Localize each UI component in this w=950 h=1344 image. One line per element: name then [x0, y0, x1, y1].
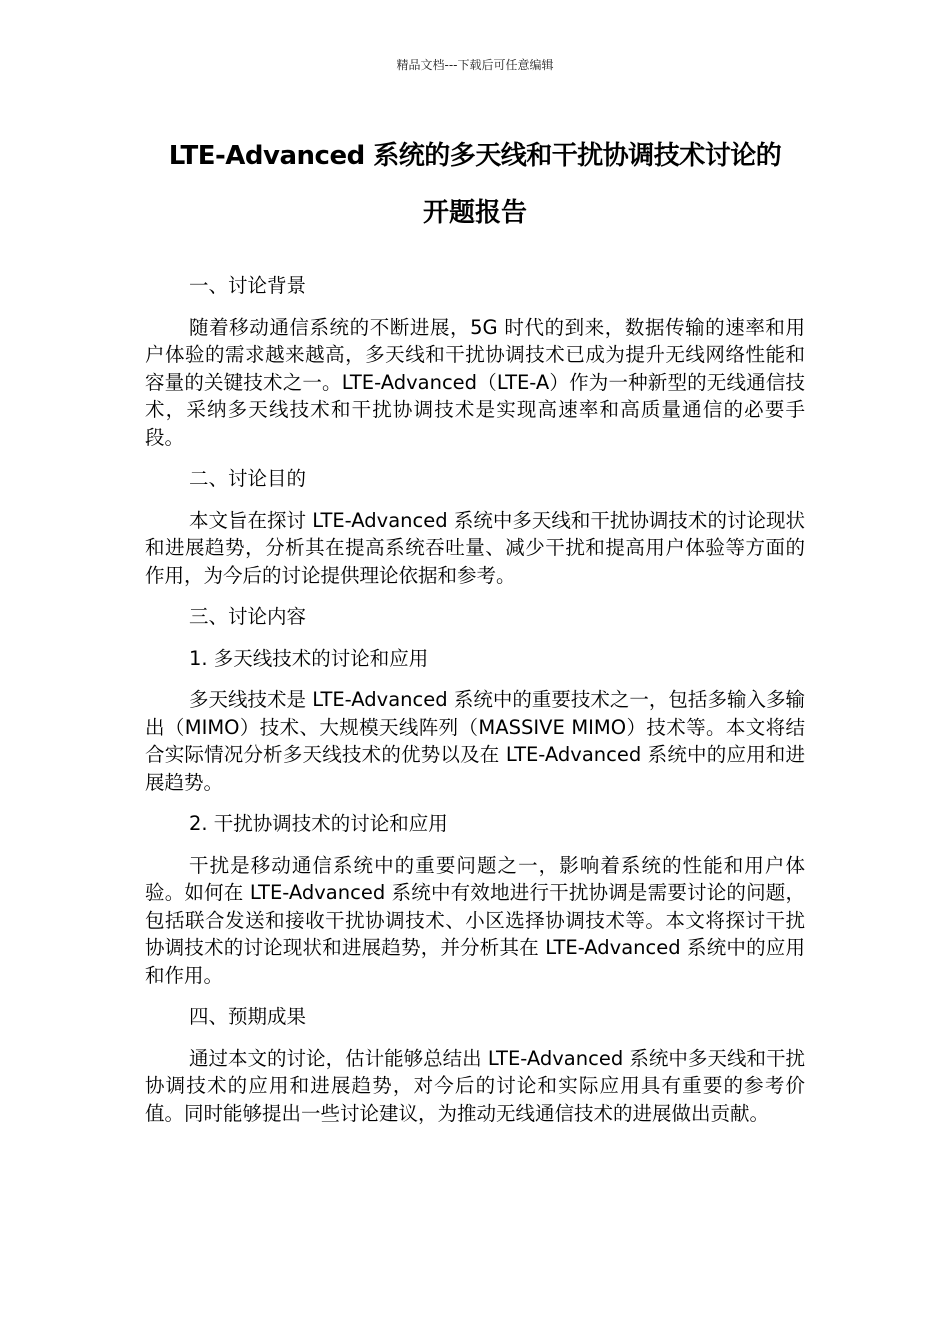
- section-heading-purpose: 二、讨论目的: [189, 467, 307, 490]
- paragraph-background: 随着移动通信系统的不断进展，5G 时代的到来，数据传输的速率和用户体验的需求越来越高，多天线和干扰协调技术已成为提升无线网络性能和容量的关键技术之一。LTE-Advanced（LTE-A）作为一种新型的无线通信技术，采纳多天线技术和干扰协调技术是实现高速率和高质量通信的必要手段。: [145, 315, 805, 449]
- paragraph-multi-antenna: 多天线技术是 LTE-Advanced 系统中的重要技术之一，包括多输入多输出（MIMO）技术、大规模天线阵列（MASSIVE MIMO）技术等。本文将结合实际情况分析多天线技术的优势以及在 LTE-Advanced 系统中的应用和进展趋势。: [145, 688, 805, 794]
- document-body: [145, 272, 805, 1141]
- document-title-line-1: LTE-Advanced 系统的多天线和干扰协调技术讨论的: [168, 141, 782, 171]
- paragraph-interference: 干扰是移动通信系统中的重要问题之一，影响着系统的性能和用户体验。如何在 LTE-Advanced 系统中有效地进行干扰协调是需要讨论的问题，包括联合发送和接收干扰协调技术、小区选择协调技术等。本文将探讨干扰协调技术的讨论现状和进展趋势，并分析其在 LTE-Advanced 系统中的应用和作用。: [145, 853, 805, 987]
- section-heading-background: 一、讨论背景: [189, 274, 307, 297]
- document-title-line-2: 开题报告: [422, 198, 527, 228]
- section-heading-content: 三、讨论内容: [189, 605, 307, 628]
- page-header: 精品文档---下载后可任意编辑: [396, 58, 554, 72]
- subsection-heading-multi-antenna: 1. 多天线技术的讨论和应用: [189, 646, 429, 670]
- section-heading-expected-results: 四、预期成果: [189, 1005, 307, 1028]
- paragraph-purpose: 本文旨在探讨 LTE-Advanced 系统中多天线和干扰协调技术的讨论现状和进展趋势，分析其在提高系统吞吐量、减少干扰和提高用户体验等方面的作用，为今后的讨论提供理论依据和参考。: [145, 508, 805, 587]
- subsection-heading-interference: 2. 干扰协调技术的讨论和应用: [189, 812, 448, 835]
- paragraph-expected-results: 通过本文的讨论，估计能够总结出 LTE-Advanced 系统中多天线和干扰协调技术的应用和进展趋势，对今后的讨论和实际应用具有重要的参考价值。同时能够提出一些讨论建议，为推动无线通信技术的进展做出贡献。: [145, 1046, 805, 1125]
